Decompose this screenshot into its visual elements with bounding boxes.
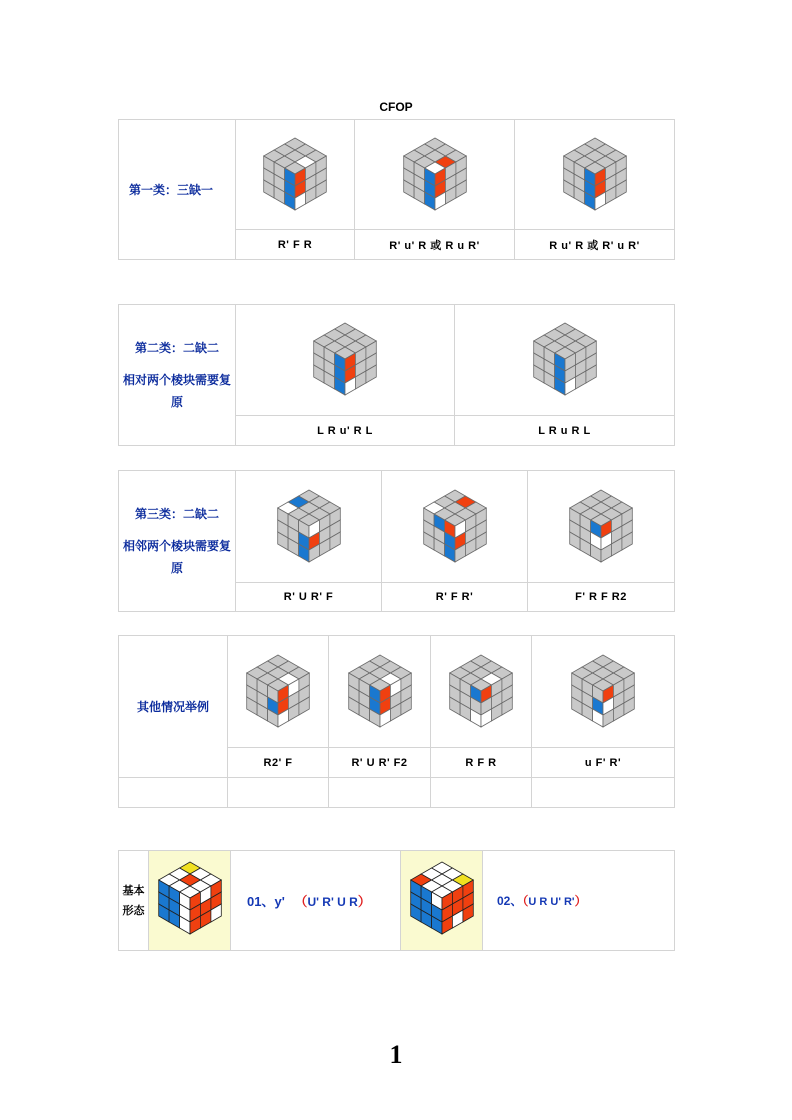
section-4-label-cell [119,636,228,778]
section-1-label-cell [119,120,236,260]
basic-case-2-moves: U R U' R' [528,896,575,908]
basic-case-1-moves: U' R' U R [307,895,358,909]
basic-case-1-close: ） [357,894,371,909]
section-1-table [118,119,675,260]
cube-diagram [558,647,648,737]
section-1-label: 第一类：三缺一 [129,182,214,197]
basic-label: 形态 [122,904,145,917]
algorithm-label: R' u' R 或 R u R' [355,230,515,260]
basic-cube-diagram [151,856,229,946]
cube-diagram [290,315,400,405]
algorithm-label: u F' R' [532,748,675,778]
basic-label-cell [119,851,149,951]
basic-cube-diagram [403,856,481,946]
section-2-table [118,304,675,446]
cube-diagram [510,315,620,405]
basic-form-table [118,850,675,951]
cube-diagram [556,482,646,572]
algorithm-label: L R u R L [455,416,675,446]
cube-diagram [250,130,340,220]
section-2-label: 第二类：二缺二 [134,341,219,355]
section-2-sublabel: 相对两个棱块需要复原 [123,373,232,409]
cube-diagram [550,130,640,220]
cube-diagram [410,482,500,572]
algorithm-label: L R u' R L [236,416,455,446]
algorithm-label: R' U R' F [236,583,382,612]
basic-case-1-prefix: 01、y' [247,894,285,909]
cube-diagram [436,647,526,737]
basic-case-2-close: ） [574,894,587,908]
page-number: 1 [389,1040,403,1069]
basic-case-2-prefix: 02、 [497,894,523,908]
section-4-label: 其他情况举例 [136,699,209,714]
section-3-label: 第三类：二缺二 [134,507,219,521]
basic-label: 基本 [122,884,145,897]
basic-case-2-open: （ [522,894,529,908]
cube-diagram [233,647,323,737]
section-2-label-cell [119,305,236,446]
algorithm-label: R F R [431,748,532,778]
cube-diagram [390,130,480,220]
algorithm-label: R' U R' F2 [329,748,431,778]
algorithm-label: R' F R [236,230,355,260]
section-3-sublabel: 相邻两个棱块需要复原 [123,539,232,575]
basic-case-1-open: （ [294,894,308,909]
section-4-table [118,635,675,808]
algorithm-label: F' R F R2 [528,583,675,612]
algorithm-label: R' F R' [382,583,528,612]
section-3-label-cell [119,471,236,612]
algorithm-label: R u' R 或 R' u R' [515,230,675,260]
cube-diagram [335,647,425,737]
cube-diagram [264,482,354,572]
page-title: CFOP [379,100,413,114]
section-3-table [118,470,675,612]
algorithm-label: R2' F [228,748,329,778]
